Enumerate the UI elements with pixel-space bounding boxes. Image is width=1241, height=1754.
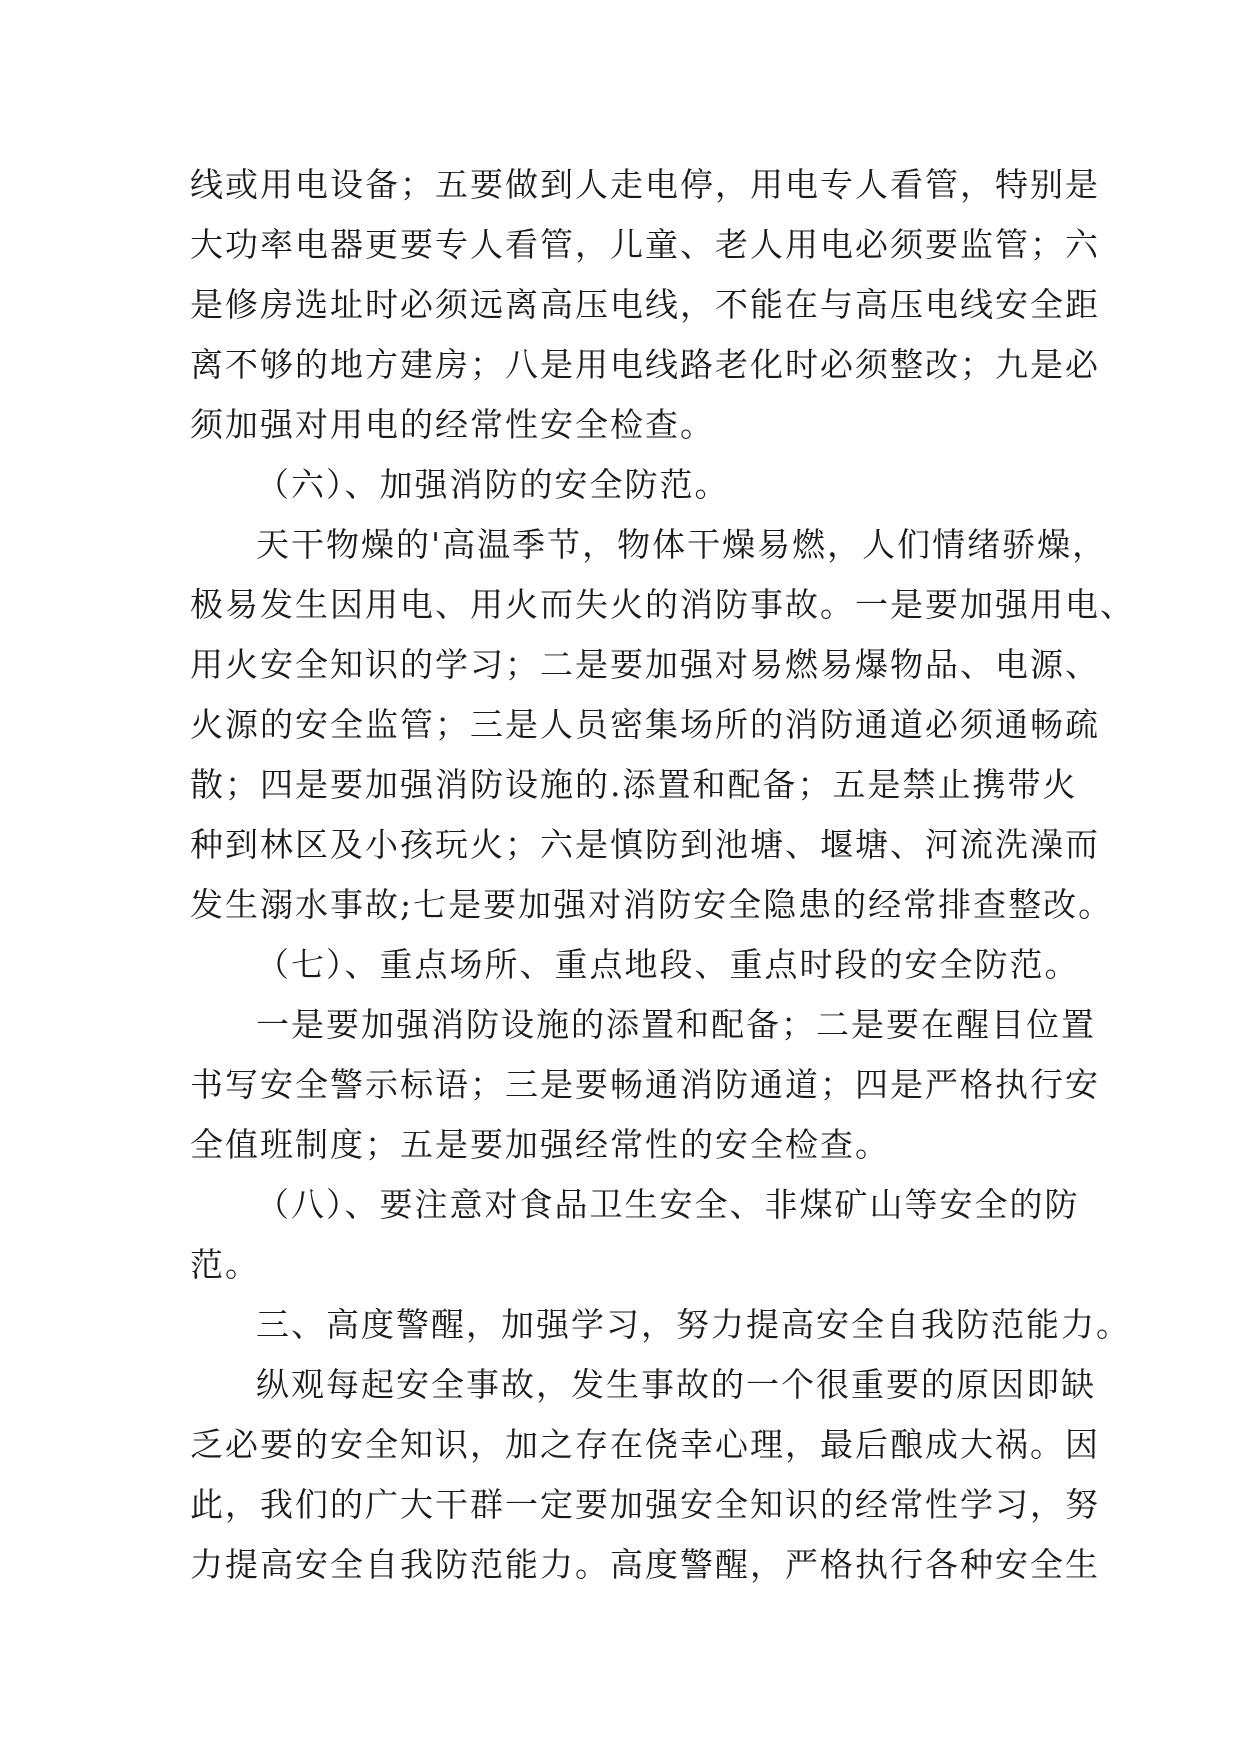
section-heading-continued: 范。	[190, 1245, 260, 1284]
document-body	[190, 155, 1135, 1595]
text-line: 用火安全知识的学习；二是要加强对易燃易爆物品、电源、	[190, 645, 1100, 684]
text-line: 须加强对用电的经常性安全检查。	[190, 405, 715, 444]
text-line: 此，我们的广大干群一定要加强安全知识的经常性学习，努	[190, 1485, 1100, 1524]
text-line: 火源的安全监管；三是人员密集场所的消防通道必须通畅疏	[190, 705, 1100, 744]
text-line: 发生溺水事故;七是要加强对消防安全隐患的经常排查整改。	[190, 885, 1114, 924]
section-heading: （六）、加强消防的安全防范。	[256, 465, 730, 504]
text-line: 书写安全警示标语；三是要畅通消防通道；四是严格执行安	[190, 1065, 1100, 1104]
text-line: 大功率电器更要专人看管，儿童、老人用电必须要监管；六	[190, 225, 1100, 264]
text-line: 是修房选址时必须远离高压电线，不能在与高压电线安全距	[190, 285, 1100, 324]
text-line: 散；四是要加强消防设施的.添置和配备；五是禁止携带火	[190, 765, 1078, 804]
section-heading: （八）、要注意对食品卫生安全、非煤矿山等安全的防	[256, 1185, 1080, 1224]
text-line: 离不够的地方建房；八是用电线路老化时必须整改；九是必	[190, 345, 1100, 384]
text-line: 天干物燥的'高温季节，物体干燥易燃，人们情绪骄燥，	[256, 525, 1108, 564]
text-line: 全值班制度；五是要加强经常性的安全检查。	[190, 1125, 890, 1164]
text-line: 纵观每起安全事故，发生事故的一个很重要的原因即缺	[256, 1365, 1096, 1404]
text-line: 一是要加强消防设施的添置和配备；二是要在醒目位置	[256, 1005, 1096, 1044]
section-heading: 三、高度警醒，加强学习，努力提高安全自我防范能力。	[256, 1305, 1131, 1344]
section-heading: （七）、重点场所、重点地段、重点时段的安全防范。	[256, 945, 1080, 984]
text-line: 种到林区及小孩玩火；六是慎防到池塘、堰塘、河流洗澡而	[190, 825, 1100, 864]
text-line: 乏必要的安全知识，加之存在侥幸心理，最后酿成大祸。因	[190, 1425, 1100, 1464]
text-line: 极易发生因用电、用火而失火的消防事故。一是要加强用电、	[190, 585, 1135, 624]
text-line: 力提高安全自我防范能力。高度警醒，严格执行各种安全生	[190, 1545, 1100, 1584]
text-line: 线或用电设备；五要做到人走电停，用电专人看管，特别是	[190, 165, 1100, 204]
